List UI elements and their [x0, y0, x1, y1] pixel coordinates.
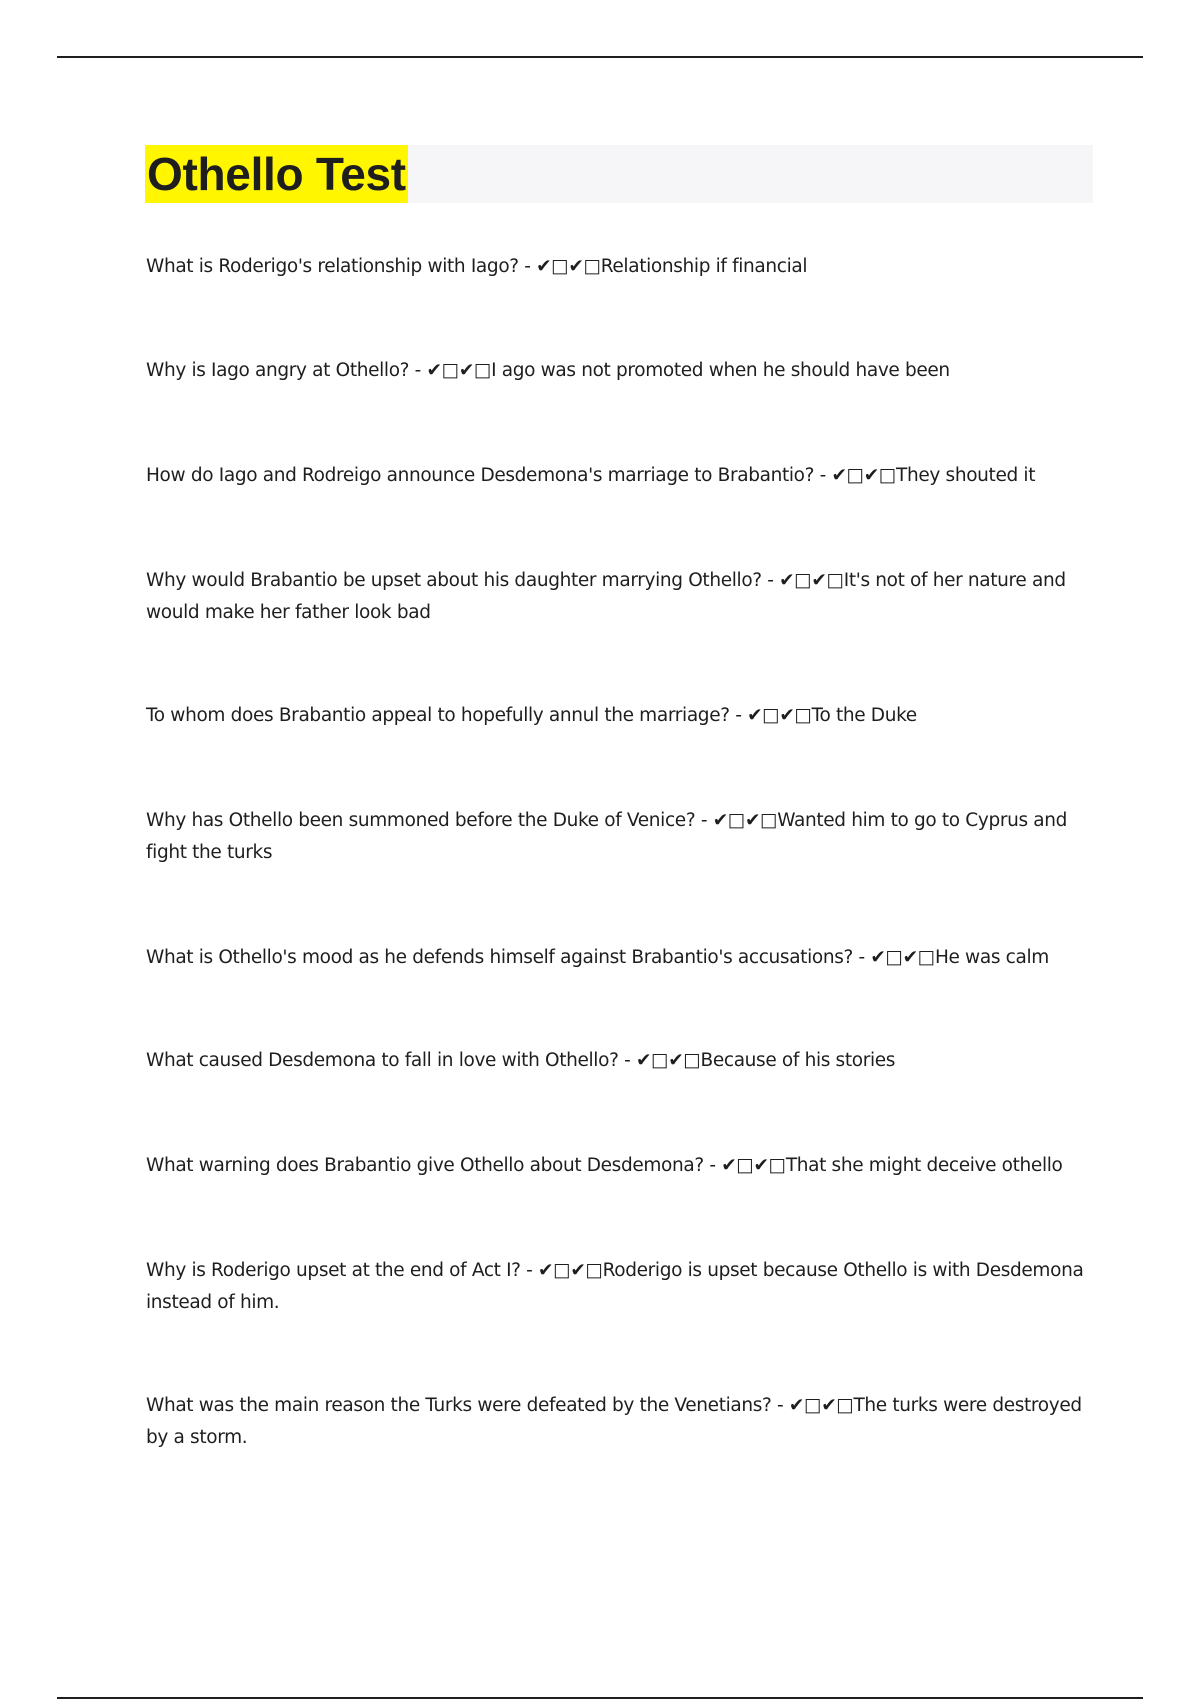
- separator: -: [761, 570, 780, 591]
- answer-text: Because of his stories: [700, 1050, 896, 1071]
- answer-text: Roderigo is upset because Othello is with Desdemona instead of him.: [146, 1260, 1084, 1313]
- question-text: What is Othello's mood as he defends himself against Brabantio's accusations?: [146, 947, 853, 968]
- checkmark-icon: ✔□✔□: [426, 360, 492, 381]
- qa-item: [146, 805, 1096, 869]
- qa-item: [146, 565, 1096, 629]
- checkmark-icon: ✔□✔□: [779, 570, 844, 591]
- bottom-rule: [57, 1697, 1143, 1699]
- separator: -: [703, 1155, 722, 1176]
- answer-text: He was calm: [934, 947, 1049, 968]
- checkmark-icon: ✔□✔□: [712, 810, 778, 831]
- question-text: Why is Iago angry at Othello?: [146, 360, 410, 381]
- answer-text: To the Duke: [811, 705, 917, 726]
- separator: -: [814, 465, 832, 486]
- checkmark-icon: ✔□✔□: [788, 1395, 854, 1416]
- qa-item: [146, 700, 1096, 732]
- separator: -: [771, 1395, 789, 1416]
- qa-item: [146, 355, 1096, 387]
- qa-item: [146, 251, 1096, 283]
- answer-text: Relationship if financial: [600, 256, 808, 277]
- separator: -: [520, 1260, 539, 1281]
- checkmark-icon: ✔□✔□: [536, 256, 601, 277]
- checkmark-icon: ✔□✔□: [538, 1260, 603, 1281]
- question-text: What is Roderigo's relationship with Iago?: [146, 256, 519, 277]
- answer-text: It's not of her nature and would make her father look bad: [146, 570, 1066, 623]
- answer-text: I ago was not promoted when he should have been: [491, 360, 950, 381]
- answer-text: Wanted him to go to Cyprus and fight the turks: [146, 810, 1068, 863]
- separator: -: [852, 947, 871, 968]
- answer-text: The turks were destroyed by a storm.: [146, 1395, 1082, 1448]
- qa-item: [146, 1150, 1096, 1182]
- separator: -: [695, 810, 713, 831]
- checkmark-icon: ✔□✔□: [721, 1155, 786, 1176]
- question-text: What was the main reason the Turks were defeated by the Venetians?: [146, 1395, 772, 1416]
- separator: -: [518, 256, 537, 277]
- checkmark-icon: ✔□✔□: [635, 1050, 701, 1071]
- top-rule: [57, 56, 1143, 58]
- answer-text: They shouted it: [896, 465, 1036, 486]
- qa-item: [146, 1045, 1096, 1077]
- question-text: What caused Desdemona to fall in love with Othello?: [146, 1050, 619, 1071]
- separator: -: [409, 360, 427, 381]
- question-text: Why has Othello been summoned before the Duke of Venice?: [146, 810, 696, 831]
- question-text: Why would Brabantio be upset about his daughter marrying Othello?: [146, 570, 762, 591]
- separator: -: [618, 1050, 636, 1071]
- question-text: To whom does Brabantio appeal to hopefully annul the marriage?: [146, 705, 730, 726]
- checkmark-icon: ✔□✔□: [870, 947, 935, 968]
- answer-text: That she might deceive othello: [785, 1155, 1063, 1176]
- qa-item: [146, 460, 1096, 492]
- question-text: How do Iago and Rodreigo announce Desdemona's marriage to Brabantio?: [146, 465, 815, 486]
- qa-item: [146, 1390, 1096, 1454]
- checkmark-icon: ✔□✔□: [831, 465, 897, 486]
- separator: -: [729, 705, 748, 726]
- question-text: What warning does Brabantio give Othello about Desdemona?: [146, 1155, 704, 1176]
- checkmark-icon: ✔□✔□: [747, 705, 812, 726]
- page-title: Othello Test: [145, 145, 408, 203]
- qa-item: [146, 942, 1096, 974]
- question-text: Why is Roderigo upset at the end of Act I?: [146, 1260, 521, 1281]
- qa-item: [146, 1255, 1096, 1319]
